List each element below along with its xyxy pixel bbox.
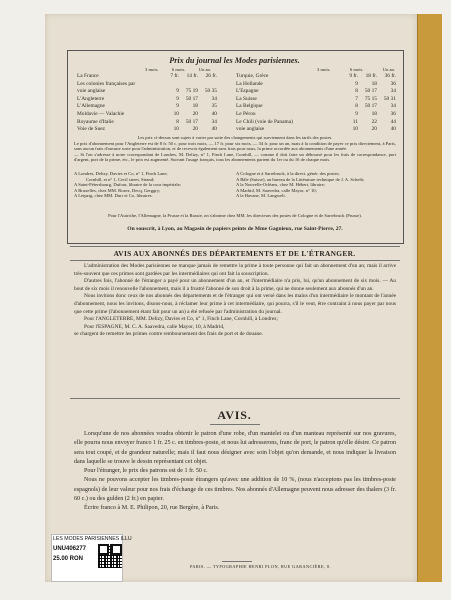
price-value: 7 <box>355 95 358 102</box>
price-value <box>160 81 179 89</box>
label-title: LES MODES PARISIENNES ILLU <box>53 536 132 542</box>
agent-line: A Bâle (Suisse), au bureau de la Littérature technique de J. A. Scheib; <box>236 176 365 182</box>
price-row <box>77 88 217 96</box>
price-row <box>77 111 217 119</box>
price-value: 18 <box>371 110 377 117</box>
price-value: 20 <box>192 126 198 133</box>
avis-paragraph: Écrire franco à M. E. Philipon, 20, rue Bergère, à Paris. <box>84 505 220 512</box>
agent-line: A Bruxelles, chez MM. Rozez, Decq, Gerggry; <box>74 187 161 193</box>
price-value: 50 17 <box>364 103 377 110</box>
price-value: 7 fr. <box>170 73 179 79</box>
price-value: 40 <box>211 110 217 117</box>
price-note: — Si l'on s'adresse à notre correspondant de Londres, M. Delizy, n° 1, Finch Lane, Cornhill, — comme il doit faire un déboursé pour les frais de correspondance, port d'argent, port de la prime, etc., le prix est augmenté. Suivant l'usage français, tous les abonnements partent du 1er ou du 16 de chaque mois. <box>74 151 396 163</box>
label-price: 25.00 RON <box>53 556 84 562</box>
price-value: 40 <box>211 126 217 133</box>
avis-body <box>74 430 396 514</box>
printer-footer: PARIS. — TYPOGRAPHIE HENRI PLON, RUE GARANCIÈRE, 8. <box>190 564 331 569</box>
price-value: 50 17 <box>185 118 198 125</box>
agent-line: Cornhill, et n° 1, Cecil street, Strand; <box>86 176 155 182</box>
country-label: Moldavie — Valachie <box>77 110 125 117</box>
country-label: Les colonies françaises par <box>77 80 136 87</box>
price-row <box>77 81 217 89</box>
country-label: L'Allemagne <box>77 103 105 110</box>
price-value: 18 <box>192 103 198 110</box>
divider <box>210 424 260 425</box>
agent-line: A la Nouvelle-Orléans, chez M. Hébert, libraire; <box>236 182 325 188</box>
price-value: 50 17 <box>185 95 198 102</box>
agents-right <box>236 171 398 199</box>
country-label: La Hollande <box>236 80 263 87</box>
price-row <box>77 103 217 111</box>
price-table-left <box>77 73 217 134</box>
country-label: voie anglaise <box>77 88 106 95</box>
price-row <box>236 81 396 89</box>
abonnes-paragraph: D'autres fois, l'abonné de l'étranger a payé pour un abonnement d'un an, et l'intermédiaire n'a pris, lui, qu'un abonnement de six mois. — Au bout de six mois il renouvelle l'abonnement, mais il a frustré l'abonné de son droit à la prime, qui ne donne seulement aux abonnés d'un an. <box>74 278 396 292</box>
price-value: 9 <box>176 95 179 102</box>
agent-line: A Madrid, M. Saavedra, calle Mayor, n° 10; <box>236 187 317 193</box>
price-value: 26 fr. <box>205 73 217 79</box>
price-headers-right: 3 mois. 6 mois. Un an. <box>317 67 395 72</box>
price-value: 34 <box>390 103 396 110</box>
agent-line: A la Havane, M. Langwelt. <box>236 193 286 199</box>
price-value: 10 <box>173 110 179 117</box>
price-value: 44 <box>390 118 396 125</box>
abonnes-paragraph: Pour l'ESPAGNE, M. C. A. Saavedra, calle Mayor, 10, à Madrid, <box>84 323 225 330</box>
abonnes-paragraph: Pour l'ANGLETERRE, MM. Delizy, Davies et Co, n° 1, Finch Lane, Cornhill, à Londres; <box>84 316 278 323</box>
country-label: La Belgique <box>236 103 263 110</box>
price-value: 18 <box>371 80 377 87</box>
price-row <box>236 103 396 111</box>
price-value: 20 <box>192 110 198 117</box>
agent-line: A Saint-Pétersbourg, Dufour, libraire de la cour impériale; <box>74 182 182 188</box>
price-row <box>236 111 396 119</box>
price-section-title: Prix du journal les Modes parisiennes. <box>169 56 300 65</box>
price-value: 11 <box>352 118 358 125</box>
price-row <box>77 96 217 104</box>
price-row <box>236 73 396 81</box>
price-value <box>198 81 217 89</box>
label-sku: UNU406277 <box>53 546 87 552</box>
agents-left <box>74 171 234 199</box>
abonnes-title: AVIS AUX ABONNÉS DES DÉPARTEMENTS ET DE L'ÉTRANGER. <box>113 249 356 258</box>
agent-line: A Leipzig, chez MM. Durr et Co, libraires. <box>74 193 153 199</box>
price-notes <box>74 135 396 163</box>
avis-title: AVIS. <box>217 408 252 422</box>
abonnes-paragraph: L'administration des Modes parisiennes ne manque jamais de remettre la prime à toute personne qui fait un abonnement d'un an; mais il arrive très-souvent que ces primes sont gardées par les intermédiaires qui ont fait la souscription. <box>74 263 396 277</box>
price-value: 50 17 <box>364 88 377 95</box>
price-value: 35 <box>211 103 217 110</box>
price-value: 18 fr. <box>365 73 377 79</box>
price-value: 10 <box>352 126 358 133</box>
price-value: 50 35 <box>204 88 217 95</box>
avis-paragraph: Lorsqu'une de nos abonnées voudra obtenir le patron d'une robe, d'un mantelet ou d'un manteau représenté sur nos gravures, elle pourra nous envoyer franco 1 fr. 25 c. en timbres-poste, et nous lui adresserons, franc de port, le patron qu'elle désire. Ce patron sera tout coupé, et de grandeur naturelle; mais il faut nous désigner avec soin l'objet qu'on demande, et nous indiquer la livraison dans laquelle se trouve le dessin représentant cet objet. <box>74 431 396 465</box>
price-table-right <box>236 73 396 134</box>
price-value: 40 <box>390 126 396 133</box>
price-value: 75 19 <box>185 88 198 95</box>
price-value: 9 fr. <box>349 73 358 79</box>
prussia-note: Pour l'Autriche, l'Allemagne, la Prusse et la Russie, on s'abonne chez MM. les directeurs des postes de Cologne et de Sarrebruck (Prusse). <box>108 213 362 218</box>
price-value: 8 <box>176 118 179 125</box>
agent-line: A Londres, Delizy, Davies et Co, n° 1, Finch Lane, <box>74 171 168 176</box>
price-value: 50 31 <box>383 95 396 102</box>
price-value: 8 <box>355 103 358 110</box>
price-value: 9 <box>176 103 179 110</box>
price-value: 8 <box>355 88 358 95</box>
divider <box>222 561 252 562</box>
country-label: Royaume d'Italie <box>77 118 114 125</box>
price-value: 9 <box>176 88 179 95</box>
book-spine <box>417 14 442 582</box>
divider <box>70 246 400 247</box>
price-value: 20 <box>371 126 377 133</box>
price-value <box>179 81 198 89</box>
price-value: 22 <box>371 118 377 125</box>
abonnes-paragraph: se chargent de remettre les primes contre remboursement des frais de port et de douane. <box>74 331 263 338</box>
price-value: 36 <box>390 80 396 87</box>
avis-paragraph: Nous ne pouvons accepter les timbres-poste étrangers qu'avec une addition de 10 %, (nous n'acceptons pas les timbres-poste espagnols) de leur valeur pour nos frais d'échange de ces timbres. Nos abonnés d'Allemagne peuvent nous adresser des thalers (3 fr. 60 c.) ou des gulden (2 fr.) en papier. <box>74 477 396 503</box>
country-label: L'Espagne <box>236 88 259 95</box>
country-label: Le Chili (voie de Panama) <box>236 118 293 125</box>
price-value: 34 <box>211 118 217 125</box>
price-row <box>77 73 217 81</box>
price-row <box>77 126 217 134</box>
country-label: Le Pérou <box>236 110 256 117</box>
country-label: Voie de Suez <box>77 126 106 133</box>
price-value: 34 <box>211 95 217 102</box>
price-value: 36 fr. <box>384 73 396 79</box>
abonnes-paragraph: Nous invitons donc ceux de nos abonnés des départements et de l'étranger qui ont versé dans les mains d'un intermédiaire le montant de l'année d'abonnement, nous les invitons, disons-nous, à réclamer leur prime à cet intermédiaire, qui pourra, s'il le veut, être contraint à nous payer par nous que cette prime (l'abonnement étant fait pour un an) a été refusée par l'administration du journal. <box>74 293 396 315</box>
price-row <box>77 119 217 127</box>
lyon-note: On souscrit, à Lyon, au Magasin de papiers peints de Mme Gagnieux, rue Saint-Pierre, 27. <box>127 226 343 232</box>
price-value: 9 <box>355 80 358 87</box>
abonnes-body <box>74 263 396 339</box>
country-label: La France <box>77 73 99 79</box>
country-label: Turquie, Grèce <box>236 73 269 79</box>
divider <box>70 398 400 399</box>
price-value: 14 fr. <box>186 73 198 79</box>
agent-line: A Cologne et à Sarrebruck, à la direct. génér. des postes; <box>236 171 340 176</box>
price-row <box>236 88 396 96</box>
price-note: Les prix ci-dessus sont sujets à varier par suite des changements qui surviennent dans les tarifs des postes. <box>137 135 333 140</box>
divider <box>70 260 400 261</box>
price-value: 75 15 <box>364 95 377 102</box>
qr-code-icon <box>98 544 122 568</box>
country-label: voie anglaise <box>236 126 265 133</box>
price-value: 9 <box>355 110 358 117</box>
avis-paragraph: Pour l'étranger, le prix des patrons est de 1 fr. 50 c. <box>84 468 208 475</box>
price-value: 36 <box>390 110 396 117</box>
price-row <box>236 119 396 127</box>
country-label: L'Angleterre <box>77 95 105 102</box>
price-value: 34 <box>390 88 396 95</box>
price-note: Le prix d'abonnement pour l'Angleterre est de 8 fr. 50 c. pour trois mois, — 17 fr. pour six mois, — 34 fr. pour un an, mais à la condition de payer ce prix directement, à Paris, sans aucun frais d'aucune sorte pour l'administration, et de recevoir également sans frais pour nous, la prime accordée aux abonnements d'une année. <box>74 140 396 152</box>
price-headers-left: 3 mois. 6 mois. Un an. <box>145 67 211 72</box>
country-label: La Suisse <box>236 95 257 102</box>
price-row <box>236 96 396 104</box>
price-value: 10 <box>173 126 179 133</box>
price-row <box>236 126 396 134</box>
